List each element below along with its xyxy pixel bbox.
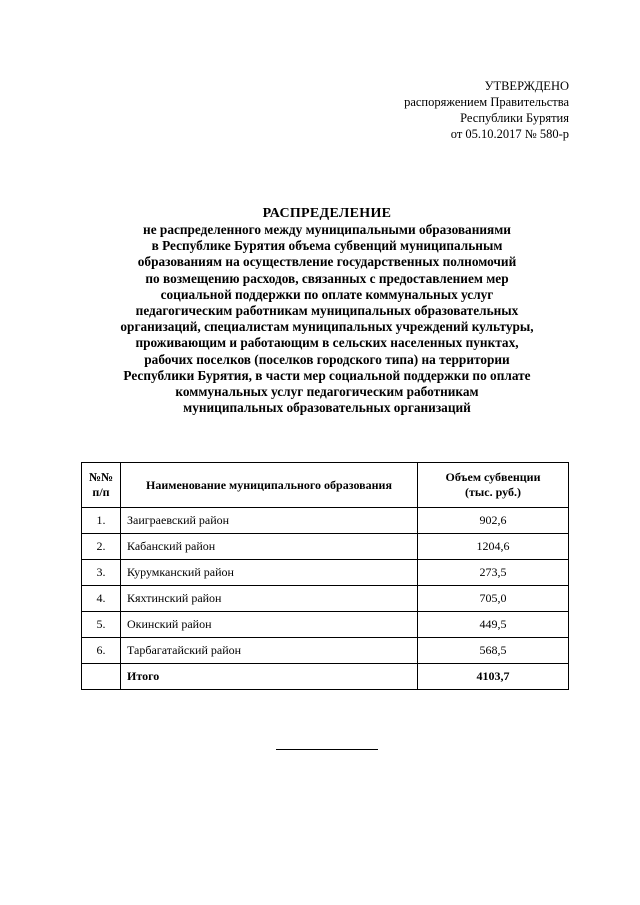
- header-subsidy-line2: (тыс. руб.): [465, 485, 521, 499]
- table-row: [82, 612, 569, 638]
- document-subtitle: [80, 222, 574, 416]
- subtitle-line: Республики Бурятия, в части мер социальной поддержки по оплате: [123, 367, 531, 383]
- subtitle-line: муниципальных образовательных организаций: [183, 400, 471, 416]
- row-subsidy-value: 902,6: [418, 508, 569, 534]
- table-header-row: [82, 463, 569, 508]
- subtitle-line: социальной поддержки по оплате коммунальных услуг: [160, 286, 494, 302]
- total-label: Итого: [121, 664, 418, 690]
- total-value: 4103,7: [418, 664, 569, 690]
- approval-region: Республики Бурятия: [460, 111, 569, 125]
- approval-stamp: [404, 78, 569, 142]
- row-number: 4.: [82, 586, 121, 612]
- closing-separator-line: [276, 749, 378, 750]
- row-subsidy-value: 568,5: [418, 638, 569, 664]
- header-number: [82, 463, 121, 508]
- subtitle-line: рабочих поселков (поселков городского типа) на территории: [144, 351, 510, 367]
- header-municipality: Наименование муниципального образования: [121, 463, 418, 508]
- document-heading: РАСПРЕДЕЛЕНИЕ: [262, 206, 392, 221]
- header-number-line1: №№: [88, 470, 114, 484]
- row-number: 5.: [82, 612, 121, 638]
- approval-date-number: от 05.10.2017 № 580-р: [450, 127, 569, 141]
- approval-authority: распоряжением Правительства: [404, 95, 569, 109]
- table-row: [82, 508, 569, 534]
- row-subsidy-value: 273,5: [418, 560, 569, 586]
- row-municipality: Курумканский район: [121, 560, 418, 586]
- total-number: [82, 664, 121, 690]
- approval-title: УТВЕРЖДЕНО: [484, 79, 569, 93]
- table-row: [82, 534, 569, 560]
- row-municipality: Окинский район: [121, 612, 418, 638]
- row-number: 3.: [82, 560, 121, 586]
- row-number: 1.: [82, 508, 121, 534]
- row-municipality: Кабанский район: [121, 534, 418, 560]
- table-row: [82, 586, 569, 612]
- subtitle-line: по возмещению расходов, связанных с предоставлением мер: [145, 270, 509, 286]
- subtitle-line: организаций, специалистам муниципальных учреждений культуры,: [120, 319, 534, 335]
- row-number: 2.: [82, 534, 121, 560]
- row-subsidy-value: 705,0: [418, 586, 569, 612]
- subtitle-line: образованиям на осуществление государственных полномочий: [137, 254, 517, 270]
- subtitle-line: педагогическим работникам муниципальных образовательных: [135, 303, 519, 319]
- subtitle-line: коммунальных услуг педагогическим работникам: [175, 384, 479, 400]
- row-municipality: Заиграевский район: [121, 508, 418, 534]
- row-subsidy-value: 1204,6: [418, 534, 569, 560]
- table-total-row: [82, 664, 569, 690]
- document-title: [80, 205, 574, 416]
- row-subsidy-value: 449,5: [418, 612, 569, 638]
- header-subsidy: [418, 463, 569, 508]
- subtitle-line: не распределенного между муниципальными образованиями: [143, 222, 511, 237]
- subtitle-line: в Республике Бурятия объема субвенций муниципальным: [151, 238, 503, 254]
- header-subsidy-line1: Объем субвенции: [445, 470, 541, 484]
- header-number-line2: п/п: [92, 485, 110, 499]
- subsidy-distribution-table: [81, 462, 569, 690]
- table-row: [82, 560, 569, 586]
- table-row: [82, 638, 569, 664]
- row-municipality: Тарбагатайский район: [121, 638, 418, 664]
- row-municipality: Кяхтинский район: [121, 586, 418, 612]
- subtitle-line: проживающим и работающим в сельских населенных пунктах,: [135, 335, 519, 351]
- row-number: 6.: [82, 638, 121, 664]
